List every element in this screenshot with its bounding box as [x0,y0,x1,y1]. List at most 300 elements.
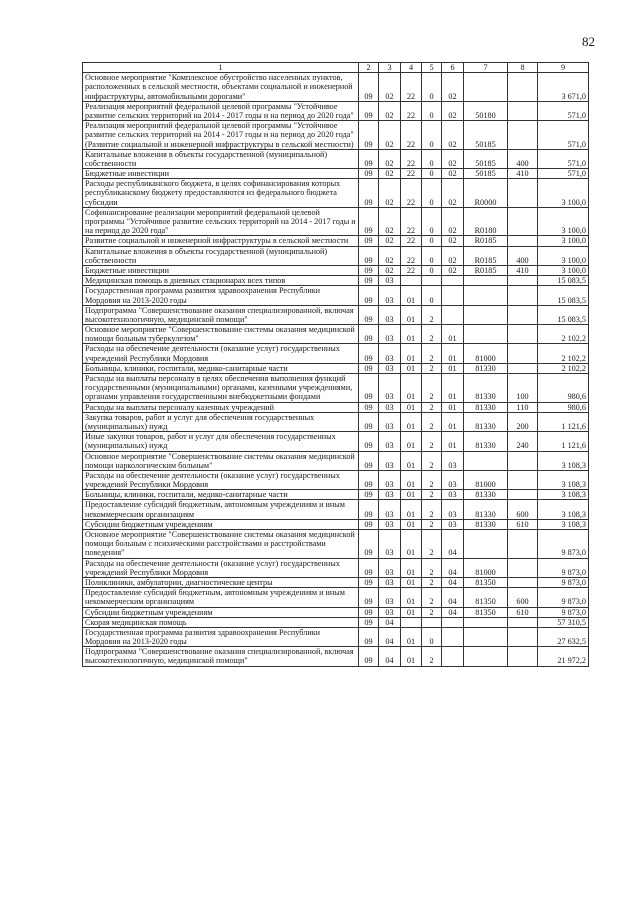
cell-expense-type [508,179,538,208]
cell-amount: 2 102,2 [538,325,589,344]
cell-target-article: R0185 [464,236,508,246]
cell-subsection: 03 [379,470,401,489]
cell-section: 09 [359,577,379,587]
cell-program: 01 [401,500,422,519]
cell-subsection: 02 [379,73,401,102]
cell-program: 22 [401,169,422,179]
cell-event: 02 [442,246,464,265]
cell-program: 01 [401,519,422,529]
cell-target-article: 50185 [464,149,508,168]
cell-section: 09 [359,265,379,275]
page-number: 82 [582,34,595,49]
cell-event [442,276,464,286]
cell-expense-type: 610 [508,607,538,617]
cell-program: 22 [401,179,422,208]
table-row [83,236,589,246]
cell-amount: 15 083,5 [538,276,589,286]
row-name: Основное мероприятие "Совершенствование системы оказания медицинской помощи наркологическим больным" [83,451,359,470]
cell-target-article: 81330 [464,412,508,431]
cell-event: 02 [442,265,464,275]
cell-expense-type [508,305,538,324]
cell-expense-type: 100 [508,374,538,403]
row-name: Больницы, клиники, госпитали, медико-санитарные части [83,490,359,500]
cell-amount: 3 108,3 [538,470,589,489]
cell-expense-type: 610 [508,519,538,529]
cell-subsection: 02 [379,101,401,120]
table-row [83,432,589,451]
cell-subprogram: 0 [422,179,442,208]
row-name: Предоставление субсидий бюджетным, автономным учреждениям и иным некоммерческим организациям [83,500,359,519]
cell-amount: 15 083,5 [538,305,589,324]
cell-subprogram: 2 [422,588,442,607]
row-name: Реализация мероприятий федеральной целевой программы "Устойчивое развитие сельских территорий на 2014 - 2017 годы и на период до 2020 года" [83,101,359,120]
cell-amount: 3 108,3 [538,490,589,500]
cell-section: 09 [359,363,379,373]
cell-section: 09 [359,490,379,500]
cell-event: 02 [442,73,464,102]
cell-event: 03 [442,490,464,500]
cell-target-article [464,451,508,470]
cell-section: 09 [359,149,379,168]
table-row [83,558,589,577]
cell-target-article: R0000 [464,179,508,208]
cell-target-article: 81350 [464,588,508,607]
cell-expense-type: 400 [508,149,538,168]
cell-program: 01 [401,588,422,607]
cell-subprogram: 0 [422,121,442,150]
table-row [83,265,589,275]
cell-expense-type [508,363,538,373]
table-row [83,374,589,403]
table-row [83,179,589,208]
cell-subsection: 03 [379,286,401,305]
cell-subprogram: 0 [422,286,442,305]
cell-subprogram [422,276,442,286]
cell-event: 01 [442,325,464,344]
cell-subprogram: 2 [422,558,442,577]
table-row [83,402,589,412]
cell-event: 02 [442,101,464,120]
cell-subsection: 03 [379,374,401,403]
table-row [83,577,589,587]
cell-expense-type [508,73,538,102]
cell-event: 03 [442,519,464,529]
cell-target-article: 81000 [464,344,508,363]
cell-amount: 3 108,3 [538,519,589,529]
cell-amount: 3 100,0 [538,265,589,275]
cell-section: 09 [359,451,379,470]
cell-target-article: 81330 [464,519,508,529]
cell-program: 01 [401,402,422,412]
cell-target-article: 81350 [464,607,508,617]
cell-event: 01 [442,402,464,412]
table-header-row [83,63,589,73]
cell-section: 09 [359,470,379,489]
cell-target-article: 81000 [464,558,508,577]
column-header: 7 [464,63,508,73]
table-row [83,490,589,500]
cell-section: 09 [359,73,379,102]
cell-subsection: 02 [379,179,401,208]
cell-subsection: 04 [379,617,401,627]
cell-event: 02 [442,236,464,246]
cell-event [442,627,464,646]
cell-event: 02 [442,121,464,150]
cell-amount: 571,0 [538,149,589,168]
cell-amount: 27 632,5 [538,627,589,646]
cell-subsection: 03 [379,577,401,587]
cell-subprogram: 2 [422,432,442,451]
cell-amount: 980,6 [538,402,589,412]
cell-expense-type: 600 [508,500,538,519]
cell-event: 02 [442,207,464,236]
cell-amount: 3 671,0 [538,73,589,102]
cell-subprogram: 2 [422,607,442,617]
cell-subsection: 02 [379,207,401,236]
cell-section: 09 [359,207,379,236]
cell-target-article: 81000 [464,470,508,489]
cell-amount: 3 108,3 [538,451,589,470]
cell-subsection: 02 [379,169,401,179]
cell-target-article [464,73,508,102]
row-name: Подпрограмма "Совершенствование оказания специализированной, включая высокотехнологичную, медицинской помощи" [83,647,359,666]
row-name: Расходы на обеспечение деятельности (оказание услуг) государственных учреждений Республики Мордовия [83,470,359,489]
cell-subsection: 03 [379,530,401,559]
column-header: 5 [422,63,442,73]
cell-subsection: 03 [379,276,401,286]
cell-amount: 57 310,5 [538,617,589,627]
table-row [83,500,589,519]
cell-section: 09 [359,432,379,451]
column-header: 4 [401,63,422,73]
cell-target-article: R0180 [464,207,508,236]
cell-expense-type: 400 [508,246,538,265]
cell-amount: 2 102,2 [538,363,589,373]
row-name: Основное мероприятие "Совершенствование системы оказания медицинской помощи больным с психическими расстройствами и расстройствами поведения" [83,530,359,559]
table-row [83,121,589,150]
budget-table [82,62,589,667]
cell-program: 01 [401,325,422,344]
cell-amount: 15 083,5 [538,286,589,305]
cell-subsection: 03 [379,451,401,470]
cell-expense-type [508,276,538,286]
cell-program: 22 [401,73,422,102]
cell-event: 04 [442,607,464,617]
table-row [83,412,589,431]
cell-expense-type: 410 [508,265,538,275]
row-name: Предоставление субсидий бюджетным, автономным учреждениям и иным некоммерческим организациям [83,588,359,607]
cell-amount: 9 873,0 [538,558,589,577]
cell-subsection: 03 [379,325,401,344]
cell-event [442,617,464,627]
cell-subsection: 02 [379,121,401,150]
column-header: 9 [538,63,589,73]
cell-subprogram: 2 [422,530,442,559]
cell-program: 22 [401,101,422,120]
cell-event [442,647,464,666]
cell-subsection: 03 [379,607,401,617]
cell-program: 01 [401,374,422,403]
row-name: Бюджетные инвестиции [83,265,359,275]
cell-amount: 571,0 [538,121,589,150]
cell-subprogram: 0 [422,169,442,179]
cell-section: 09 [359,500,379,519]
cell-subsection: 04 [379,627,401,646]
cell-amount: 9 873,0 [538,577,589,587]
cell-expense-type [508,558,538,577]
cell-amount: 980,6 [538,374,589,403]
cell-expense-type [508,286,538,305]
cell-target-article: 81330 [464,402,508,412]
table-row [83,588,589,607]
cell-subprogram: 2 [422,577,442,587]
cell-expense-type [508,647,538,666]
cell-expense-type [508,344,538,363]
cell-target-article: 50185 [464,121,508,150]
cell-amount: 9 873,0 [538,588,589,607]
row-name: Расходы республиканского бюджета, в целях софинансирования которых республиканскому бюджету предоставляются из федерального бюджета субсидии [83,179,359,208]
column-header: 8 [508,63,538,73]
row-name: Расходы на обеспечение деятельности (оказание услуг) государственных учреждений Республики Мордовия [83,558,359,577]
cell-section: 09 [359,558,379,577]
table-row [83,169,589,179]
cell-section: 09 [359,402,379,412]
cell-subsection: 03 [379,500,401,519]
cell-program: 01 [401,451,422,470]
cell-subsection: 03 [379,412,401,431]
cell-subprogram: 2 [422,451,442,470]
cell-program: 01 [401,558,422,577]
row-name: Расходы на выплаты персоналу в целях обеспечения выполнения функций государственными (муниципальными) органами, казенными учреждениями, органами управления государственными внебюджетными фондами [83,374,359,403]
cell-subprogram: 2 [422,500,442,519]
cell-target-article [464,286,508,305]
row-name: Подпрограмма "Совершенствование оказания специализированной, включая высокотехнологичную, медицинской помощи" [83,305,359,324]
cell-subsection: 03 [379,588,401,607]
cell-program: 01 [401,577,422,587]
row-name: Закупка товаров, работ и услуг для обеспечения государственных (муниципальных) нужд [83,412,359,431]
cell-target-article: 81330 [464,432,508,451]
cell-subprogram: 2 [422,402,442,412]
row-name: Иные закупки товаров, работ и услуг для обеспечения государственных (муниципальных) нужд [83,432,359,451]
cell-event: 02 [442,149,464,168]
cell-expense-type [508,470,538,489]
row-name: Субсидии бюджетным учреждениям [83,607,359,617]
cell-target-article: 81330 [464,363,508,373]
cell-program [401,617,422,627]
cell-subprogram: 2 [422,470,442,489]
row-name: Расходы на обеспечение деятельности (оказание услуг) государственных учреждений Республики Мордовия [83,344,359,363]
cell-event: 03 [442,470,464,489]
cell-subprogram: 2 [422,490,442,500]
cell-program: 01 [401,286,422,305]
row-name: Развитие социальной и инженерной инфраструктуры в сельской местности [83,236,359,246]
cell-expense-type [508,236,538,246]
table-row [83,149,589,168]
cell-subsection: 02 [379,236,401,246]
cell-program: 01 [401,305,422,324]
cell-section: 09 [359,276,379,286]
cell-subprogram: 0 [422,207,442,236]
cell-subprogram: 0 [422,265,442,275]
cell-program: 01 [401,432,422,451]
row-name: Поликлиники, амбулатории, диагностические центры [83,577,359,587]
cell-program: 01 [401,470,422,489]
table-row [83,519,589,529]
cell-expense-type [508,101,538,120]
table-body [83,73,589,666]
cell-amount: 571,0 [538,169,589,179]
cell-program: 01 [401,627,422,646]
cell-expense-type: 200 [508,412,538,431]
cell-event: 01 [442,412,464,431]
cell-subsection: 03 [379,344,401,363]
table-row [83,470,589,489]
cell-amount: 21 972,2 [538,647,589,666]
cell-expense-type: 110 [508,402,538,412]
cell-subprogram: 0 [422,149,442,168]
cell-subsection: 03 [379,558,401,577]
cell-event: 04 [442,588,464,607]
cell-subprogram: 2 [422,647,442,666]
cell-event: 01 [442,374,464,403]
cell-section: 09 [359,286,379,305]
cell-section: 09 [359,305,379,324]
column-header: 2 [359,63,379,73]
cell-program [401,276,422,286]
cell-event: 04 [442,530,464,559]
cell-section: 09 [359,236,379,246]
cell-target-article [464,305,508,324]
cell-section: 09 [359,617,379,627]
cell-event: 01 [442,363,464,373]
row-name: Софинансирование реализации мероприятий федеральной целевой программы "Устойчивое развитие сельских территорий на 2014 - 2017 годы и на период до 2020 года" [83,207,359,236]
cell-target-article: 81350 [464,577,508,587]
cell-program: 22 [401,149,422,168]
cell-program: 01 [401,647,422,666]
cell-event: 01 [442,344,464,363]
cell-section: 09 [359,519,379,529]
cell-subprogram: 2 [422,325,442,344]
cell-target-article [464,627,508,646]
cell-target-article: 81330 [464,500,508,519]
cell-amount: 3 100,0 [538,246,589,265]
cell-amount: 9 873,0 [538,530,589,559]
cell-subsection: 03 [379,490,401,500]
table-row [83,617,589,627]
column-header: 1 [83,63,359,73]
cell-section: 09 [359,121,379,150]
cell-section: 09 [359,325,379,344]
row-name: Государственная программа развития здравоохранения Республики Мордовия на 2013-2020 годы [83,627,359,646]
cell-section: 09 [359,412,379,431]
table-row [83,276,589,286]
row-name: Капитальные вложения в объекты государственной (муниципальной) собственности [83,149,359,168]
cell-target-article: 50180 [464,101,508,120]
cell-subprogram: 0 [422,73,442,102]
cell-expense-type: 600 [508,588,538,607]
table-row [83,101,589,120]
cell-section: 09 [359,169,379,179]
cell-section: 09 [359,530,379,559]
cell-amount: 3 100,0 [538,207,589,236]
cell-program: 01 [401,412,422,431]
table-row [83,647,589,666]
cell-program: 22 [401,207,422,236]
cell-target-article [464,617,508,627]
cell-subsection: 03 [379,305,401,324]
cell-amount: 3 108,3 [538,500,589,519]
cell-subsection: 02 [379,149,401,168]
cell-event: 03 [442,500,464,519]
cell-target-article: 50185 [464,169,508,179]
cell-amount: 1 121,6 [538,412,589,431]
cell-event: 02 [442,169,464,179]
cell-subprogram: 0 [422,627,442,646]
row-name: Государственная программа развития здравоохранения Республики Мордовия на 2013-2020 годы [83,286,359,305]
column-header: 6 [442,63,464,73]
cell-subprogram: 0 [422,101,442,120]
row-name: Основное мероприятие "Комплексное обустройство населенных пунктов, расположенных в сельской местности, объектами социальной и инженерной инфраструктуры, автомобильными дорогами" [83,73,359,102]
cell-subsection: 03 [379,363,401,373]
row-name: Капитальные вложения в объекты государственной (муниципальной) собственности [83,246,359,265]
column-header: 3 [379,63,401,73]
cell-amount: 9 873,0 [538,607,589,617]
table-row [83,451,589,470]
row-name: Бюджетные инвестиции [83,169,359,179]
cell-event: 02 [442,179,464,208]
cell-program: 22 [401,265,422,275]
cell-subsection: 04 [379,647,401,666]
cell-target-article [464,276,508,286]
cell-expense-type [508,530,538,559]
cell-event [442,305,464,324]
cell-expense-type [508,207,538,236]
cell-section: 09 [359,246,379,265]
cell-target-article [464,325,508,344]
cell-program: 01 [401,363,422,373]
cell-target-article [464,530,508,559]
cell-subprogram: 2 [422,374,442,403]
table-row [83,305,589,324]
table-row [83,207,589,236]
cell-subsection: 02 [379,246,401,265]
cell-target-article: R0185 [464,265,508,275]
cell-subprogram: 2 [422,305,442,324]
cell-subprogram: 2 [422,412,442,431]
table-row [83,246,589,265]
cell-target-article: R0185 [464,246,508,265]
cell-expense-type [508,617,538,627]
cell-amount: 2 102,2 [538,344,589,363]
cell-amount: 571,0 [538,101,589,120]
cell-event: 03 [442,451,464,470]
cell-subprogram: 0 [422,246,442,265]
cell-program: 01 [401,530,422,559]
cell-subsection: 03 [379,432,401,451]
cell-event: 04 [442,558,464,577]
table-row [83,325,589,344]
cell-section: 09 [359,179,379,208]
cell-section: 09 [359,607,379,617]
cell-subsection: 02 [379,265,401,275]
cell-subprogram: 0 [422,236,442,246]
row-name: Скорая медицинская помощь [83,617,359,627]
cell-amount: 3 100,0 [538,236,589,246]
cell-target-article: 81330 [464,490,508,500]
cell-subprogram [422,617,442,627]
cell-expense-type [508,577,538,587]
cell-amount: 3 100,0 [538,179,589,208]
